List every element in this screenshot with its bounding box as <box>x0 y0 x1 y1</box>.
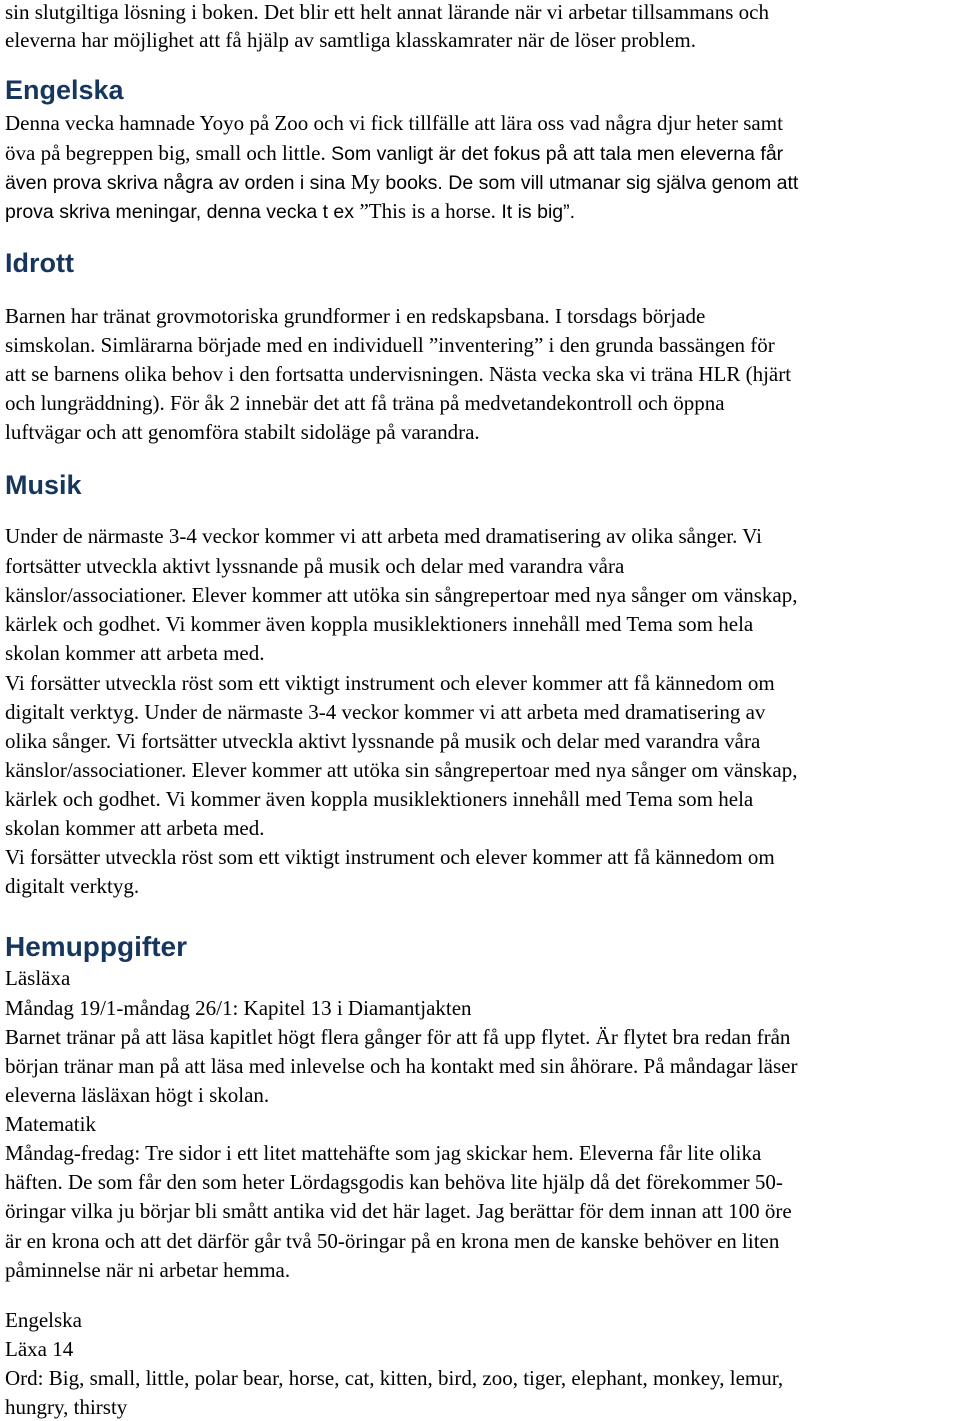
idrott-line-1: Barnen har tränat grovmotoriska grundformer i en redskapsbana. I torsdags började <box>5 304 706 328</box>
matematik-label: Matematik <box>5 1112 96 1136</box>
engelska-line-2-serif: öva på begreppen big, small och little. <box>5 141 326 165</box>
musik-line-9: känslor/associationer. Elever kommer att utöka sin sångrepertoar med nya sånger om vänskap, <box>5 758 798 782</box>
engelska-line-4-sans-end: It is big”. <box>495 201 576 223</box>
intro-line-1: sin slutgiltiga lösning i boken. Det blir ett helt annat lärande när vi arbetar tillsammans och <box>5 0 769 24</box>
heading-musik: Musik <box>5 470 82 500</box>
laslaxa-line-2: Barnet tränar på att läsa kapitlet högt flera gånger för att få upp flytet. Är flytet bra redan från <box>5 1025 791 1049</box>
musik-line-8: olika sånger. Vi fortsätter utveckla aktivt lyssnande på musik och delar med varandra våra <box>5 729 761 753</box>
engelska-line-3-sans-end: books. De som vill utmanar sig själva genom att <box>379 172 799 194</box>
engelska-line-3-sans: även prova skriva några av orden i sina <box>5 172 351 194</box>
heading-engelska: Engelska <box>5 75 124 105</box>
engelska-line-4 <box>5 197 575 225</box>
engelska-laxa-line-3: hungry, thirsty <box>5 1395 128 1419</box>
musik-line-5: skolan kommer att arbeta med. <box>5 641 265 665</box>
matematik-line-5: påminnelse när ni arbetar hemma. <box>5 1258 291 1282</box>
engelska-laxa-label: Engelska <box>5 1308 82 1332</box>
idrott-line-2: simskolan. Simlärarna började med en individuell ”inventering” i den grunda bassängen för <box>5 333 775 357</box>
musik-line-11: skolan kommer att arbeta med. <box>5 816 265 840</box>
engelska-laxa-line-2: Ord: Big, small, little, polar bear, horse, cat, kitten, bird, zoo, tiger, elephant, monkey, lemur, <box>5 1366 784 1390</box>
intro-line-2: eleverna har möjlighet att få hjälp av samtliga klasskamrater när de löser problem. <box>5 28 696 52</box>
engelska-line-4-sans: prova skriva meningar, denna vecka t ex <box>5 201 360 223</box>
engelska-line-3-serif: My <box>350 170 380 194</box>
engelska-line-2-sans: Som vanligt är det fokus på att tala men eleverna får <box>325 143 784 165</box>
matematik-line-4: är en krona och att det därför går två 50-öringar på en krona men de kanske behöver en liten <box>5 1229 780 1253</box>
heading-hemuppgifter: Hemuppgifter <box>5 931 187 962</box>
engelska-line-1: Denna vecka hamnade Yoyo på Zoo och vi fick tillfälle att lära oss vad några djur heter samt <box>5 111 783 135</box>
musik-line-7: digitalt verktyg. Under de närmaste 3-4 veckor kommer vi att arbeta med dramatisering av <box>5 700 766 724</box>
musik-line-12: Vi forsätter utveckla röst som ett viktigt instrument och elever kommer att få kännedom om <box>5 845 775 869</box>
musik-line-13: digitalt verktyg. <box>5 874 140 898</box>
musik-line-1: Under de närmaste 3-4 veckor kommer vi att arbeta med dramatisering av olika sånger. Vi <box>5 524 763 548</box>
engelska-line-2 <box>5 139 783 167</box>
engelska-line-3 <box>5 168 798 196</box>
engelska-line-4-serif: ”This is a horse. <box>359 199 496 223</box>
idrott-line-3: att se barnens olika behov i den fortsatta undervisningen. Nästa vecka ska vi träna HLR (hjärt <box>5 362 792 386</box>
heading-idrott: Idrott <box>5 248 74 278</box>
laslaxa-line-1: Måndag 19/1-måndag 26/1: Kapitel 13 i Diamantjakten <box>5 996 472 1020</box>
engelska-laxa-line-1: Läxa 14 <box>5 1337 74 1361</box>
musik-line-3: känslor/associationer. Elever kommer att utöka sin sångrepertoar med nya sånger om vänskap, <box>5 583 798 607</box>
musik-line-6: Vi forsätter utveckla röst som ett viktigt instrument och elever kommer att få kännedom om <box>5 671 775 695</box>
matematik-line-2: häften. De som får den som heter Lördagsgodis kan behöva lite hjälp då det förekommer 50- <box>5 1170 783 1194</box>
laslaxa-line-4: eleverna läsläxan högt i skolan. <box>5 1083 270 1107</box>
idrott-line-4: och lungräddning). För åk 2 innebär det att få träna på medvetandekontroll och öppna <box>5 391 725 415</box>
musik-line-2: fortsätter utveckla aktivt lyssnande på musik och delar med varandra våra <box>5 554 625 578</box>
matematik-line-1: Måndag-fredag: Tre sidor i ett litet mattehäfte som jag skickar hem. Eleverna får lite olika <box>5 1141 762 1165</box>
laslaxa-line-3: början tränar man på att läsa med inlevelse och ha kontakt med sin åhörare. På måndagar läser <box>5 1054 798 1078</box>
musik-line-10: kärlek och godhet. Vi kommer även koppla musiklektioners innehåll med Tema som hela <box>5 787 754 811</box>
musik-line-4: kärlek och godhet. Vi kommer även koppla musiklektioners innehåll med Tema som hela <box>5 612 754 636</box>
laslaxa-label: Läsläxa <box>5 966 71 990</box>
matematik-line-3: öringar vilka ju börjar bli smått antika vid det här laget. Jag berättar för dem innan att 100 öre <box>5 1199 792 1223</box>
idrott-line-5: luftvägar och att genomföra stabilt sidoläge på varandra. <box>5 420 480 444</box>
